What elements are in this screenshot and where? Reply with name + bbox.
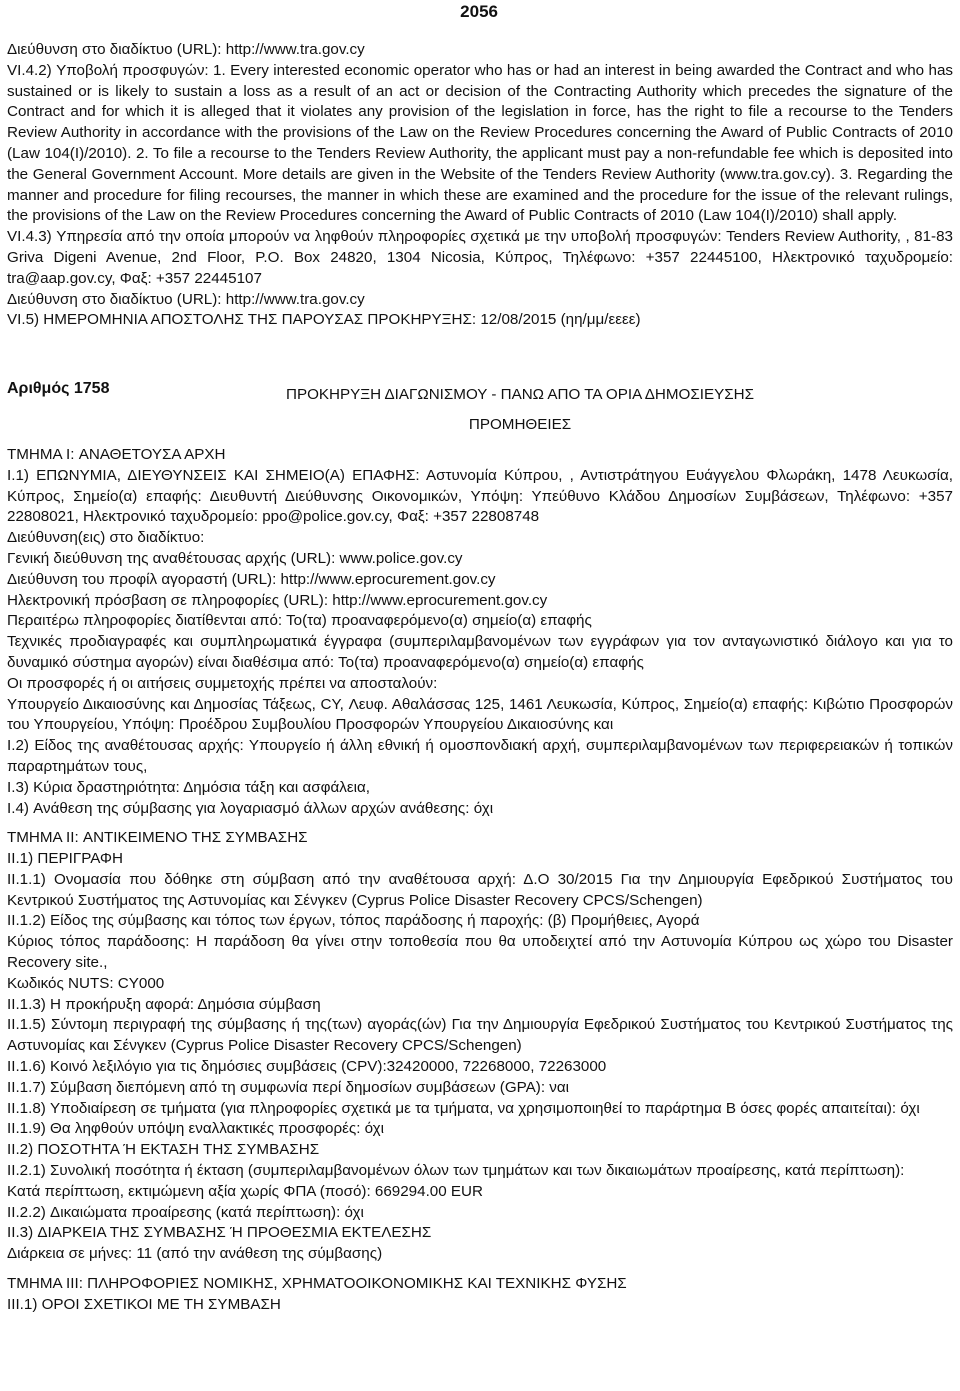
recourse-paragraph: VI.4.2) Υποβολή προσφυγών: 1. Every interested economic operator who has or had an interest in being awarded the Contract and who has sustained or is likely to sustain a loss as a result of an act or decision of the Contracting Authority which precedes the signature of the Contract and for which it is alleged that it violates any provision of the legislation in force, has the right to file a recourse to the Tenders Review Authority in accordance with the provisions of the Law on the Review Procedures concerning the Award of Public Contracts of 2010 (Law 104(I)/2010). 2. To file a recourse to the Tenders Review Authority, the applicant must pay a non-refundable fee which is deposited into the General Government Account. More details are given in the Website of the Tenders Review Authority (www.tra.gov.cy). 3. Regarding the manner and procedure for filing recourses, the manner in which these are examined and the procedure for the issue of the relevant rulings, the provisions of the Law on the Review Procedures concerning the Award of Public Contracts of 2010 (Law 104(I)/2010) shall apply. bbox=[7, 61, 953, 225]
further-info-line: Περαιτέρω πληροφορίες διατίθενται από: Το(τα) προαναφερόμενο(α) σημείο(α) επαφής bbox=[7, 612, 592, 630]
nuts-code-line: Κωδικός NUTS: CY000 bbox=[7, 974, 165, 992]
notice-header bbox=[7, 371, 953, 415]
recourse-info-paragraph: VI.4.3) Υπηρεσία από την οποία μπορούν να ληφθούν πληροφορίες σχετικά με την υποβολή προσφυγών: Tenders Review Authority, , 81-83 Griva Digeni Avenue, 2nd Floor, P.O. Box 24820, 1304 Nicosia, Κύπρος, Τηλέφωνο: +357 22445100, Ηλεκτρονικό ταχυδρομείο: tra@aap.gov.cy, Φαξ: +357 22445107 bbox=[7, 228, 953, 287]
dispatch-date-line: VI.5) ΗΜΕΡΟΜΗΝΙΑ ΑΠΟΣΤΟΛΗΣ ΤΗΣ ΠΑΡΟΥΣΑΣ ΠΡΟΚΗΡΥΞΗΣ: 12/08/2015 (ηη/μμ/εεεε) bbox=[7, 311, 641, 329]
buyer-profile-url-line: Διεύθυνση του προφίλ αγοραστή (URL): http://www.eprocurement.gov.cy bbox=[7, 570, 496, 588]
section-2-heading: ΤΜΗΜΑ II: ΑΝΤΙΚΕΙΜΕΝΟ ΤΗΣ ΣΥΜΒΑΣΗΣ bbox=[7, 829, 308, 847]
tra-url-line: Διεύθυνση στο διαδίκτυο (URL): http://www.tra.gov.cy bbox=[7, 41, 365, 58]
specs-available-line: Τεχνικές προδιαγραφές και συμπληρωματικά έγγραφα (συμπεριλαμβανομένων των εγγράφων για τον ανταγωνιστικό διάλογο και για το δυναμικό σύστημα αγορών) είναι διαθέσιμα από: Το(τα) προαναφερόμενο(α) σημείο(α) επαφής bbox=[7, 633, 953, 671]
section-2-2-2: II.2.2) Δικαιώματα προαίρεσης (κατά περίπτωση): όχι bbox=[7, 1203, 364, 1221]
notice-title: ΠΡΟΚΗΡΥΞΗ ΔΙΑΓΩΝΙΣΜΟΥ - ΠΑΝΩ ΑΠΟ ΤΑ ΟΡΙΑ ΔΗΜΟΣΙΕΥΣΗΣ bbox=[286, 386, 754, 404]
section-1-4: I.4) Ανάθεση της σύμβασης για λογαριασμό άλλων αρχών ανάθεσης: όχι bbox=[7, 799, 494, 817]
section-2-1-7: II.1.7) Σύμβαση διεπόμενη από τη συμφωνία περί δημοσίων συμβάσεων (GPA): ναι bbox=[7, 1078, 570, 1096]
section-2-1-1: II.1.1) Ονομασία που δόθηκε στη σύμβαση από την αναθέτουσα αρχή: Δ.Ο 30/2015 Για την Δημιουργία Εφεδρικού Συστήματος του Κεντρικού Συστήματος της Αστυνομίας και Σένγκεν (Cyprus Police Disaster Recovery CPCS/Schengen) bbox=[7, 870, 953, 909]
tenders-sent-to-label: Οι προσφορές ή οι αιτήσεις συμμετοχής πρέπει να αποσταλούν: bbox=[7, 674, 438, 692]
ministry-address-line: Υπουργείο Δικαιοσύνης και Δημοσίας Τάξεως, CY, Λευφ. Αθαλάσσας 125, 1461 Λευκωσία, Κύπρος, Σημείο(α) επαφής: Κιβώτιο Προσφορών του Υπουργείου, Υπόψη: Προέδρου Συμβουλίου Προσφορών Υπουργείου Δικαιοσύνης και bbox=[7, 695, 953, 734]
section-2-1-6: II.1.6) Κοινό λεξιλόγιο για τις δημόσιες συμβάσεις (CPV):32420000, 72268000, 72263000 bbox=[7, 1058, 607, 1076]
duration-line: Διάρκεια σε μήνες: 11 (από την ανάθεση της σύμβασης) bbox=[7, 1245, 383, 1263]
section-3-1: III.1) ΟΡΟΙ ΣΧΕΤΙΚΟΙ ΜΕ ΤΗ ΣΥΜΒΑΣΗ bbox=[7, 1295, 281, 1313]
section-2-3: II.3) ΔΙΑΡΚΕΙΑ ΤΗΣ ΣΥΜΒΑΣΗΣ Ή ΠΡΟΘΕΣΜΙΑ ΕΚΤΕΛΕΣΗΣ bbox=[7, 1224, 432, 1242]
section-2-1-9: II.1.9) Θα ληφθούν υπόψη εναλλακτικές προσφορές: όχι bbox=[7, 1120, 385, 1138]
section-1-heading: ΤΜΗΜΑ I: ΑΝΑΘΕΤΟΥΣΑ ΑΡΧΗ bbox=[7, 445, 226, 463]
general-url-line: Γενική διεύθυνση της αναθέτουσας αρχής (URL): www.police.gov.cy bbox=[7, 549, 463, 567]
tra-url-line-2: Διεύθυνση στο διαδίκτυο (URL): http://www.tra.gov.cy bbox=[7, 290, 365, 308]
section-2-2-1: II.2.1) Συνολική ποσότητα ή έκταση (συμπεριλαμβανομένων όλων των τμημάτων και των δικαιωμάτων προαίρεσης, κατά περίπτωση): bbox=[7, 1162, 905, 1180]
electronic-access-line: Ηλεκτρονική πρόσβαση σε πληροφορίες (URL): http://www.eprocurement.gov.cy bbox=[7, 591, 548, 609]
section-1-3: I.3) Κύρια δραστηριότητα: Δημόσια τάξη και ασφάλεια, bbox=[7, 778, 371, 796]
section-2-1-3: II.1.3) Η προκήρυξη αφορά: Δημόσια σύμβαση bbox=[7, 995, 321, 1013]
section-1-2: I.2) Είδος της αναθέτουσας αρχής: Υπουργείο ή άλλη εθνική ή ομοσπονδιακή αρχή, συμπεριλαμβανομένων των περιφερειακών ή τοπικών παραρτημάτων τους, bbox=[7, 737, 953, 775]
notice-number: Αριθμός 1758 bbox=[7, 380, 110, 398]
section-2-1-8: II.1.8) Υποδιαίρεση σε τμήματα (για πληροφορίες σχετικά με τα τμήματα, να χρησιμοποιηθεί το παράρτημα Β όσες φορές απαιτείται): όχι bbox=[7, 1099, 920, 1117]
section-2-1-2: II.1.2) Είδος της σύμβασης και τόπος των έργων, τόπος παράδοσης ή παροχής: (β) Προμήθειες, Αγορά bbox=[7, 912, 700, 930]
section-2-2: II.2) ΠΟΣΟΤΗΤΑ Ή ΕΚΤΑΣΗ ΤΗΣ ΣΥΜΒΑΣΗΣ bbox=[7, 1141, 320, 1159]
delivery-site-line: Κύριος τόπος παράδοσης: Η παράδοση θα γίνει στην τοποθεσία που θα υποδειχτεί από την Αστυνομία Κύπρου ως χώρο του Disaster Recovery site., bbox=[7, 933, 953, 972]
page-number: 2056 bbox=[460, 2, 498, 21]
section-3-heading: ΤΜΗΜΑ III: ΠΛΗΡΟΦΟΡΙΕΣ ΝΟΜΙΚΗΣ, ΧΡΗΜΑΤΟΟΙΚΟΝΟΜΙΚΗΣ ΚΑΙ ΤΕΧΝΙΚΗΣ ΦΥΣΗΣ bbox=[7, 1275, 627, 1293]
estimated-value-line: Κατά περίπτωση, εκτιμώμενη αξία χωρίς ΦΠΑ (ποσό): 669294.00 EUR bbox=[7, 1182, 483, 1200]
document-body bbox=[7, 40, 953, 1316]
section-1-1: I.1) ΕΠΩΝΥΜΙΑ, ΔΙΕΥΘΥΝΣΕΙΣ ΚΑΙ ΣΗΜΕΙΟ(Α) ΕΠΑΦΗΣ: Αστυνομία Κύπρου, , Αντιστράτηγου Ευάγγελου Φλωράκη, 1478 Λευκωσία, Κύπρος, Σημείο(α) επαφής: Διευθυντή Διεύθυνσης Οικονομικών, Υπόψη: Υπεύθυνο Κλάδου Δημοσίων Συμβάσεων, Τηλέφωνο: +357 22808021, Ηλεκτρονικό ταχυδρομείο: ppo@police.gov.cy, Φαξ: +357 22808748 bbox=[7, 466, 953, 526]
web-addresses-label: Διεύθυνση(εις) στο διαδίκτυο: bbox=[7, 529, 205, 547]
section-2-1: II.1) ΠΕΡΙΓΡΑΦΗ bbox=[7, 850, 123, 868]
notice-subtitle: ΠΡΟΜΗΘΕΙΕΣ bbox=[468, 416, 572, 434]
section-2-1-5: II.1.5) Σύντομη περιγραφή της σύμβασης ή της(των) αγοράς(ών) Για την Δημιουργία Εφεδρικού Συστήματος του Κεντρικού Συστήματος της Αστυνομίας και Σένγκεν (Cyprus Police Disaster Recovery CPCS/Schengen) bbox=[7, 1016, 953, 1055]
